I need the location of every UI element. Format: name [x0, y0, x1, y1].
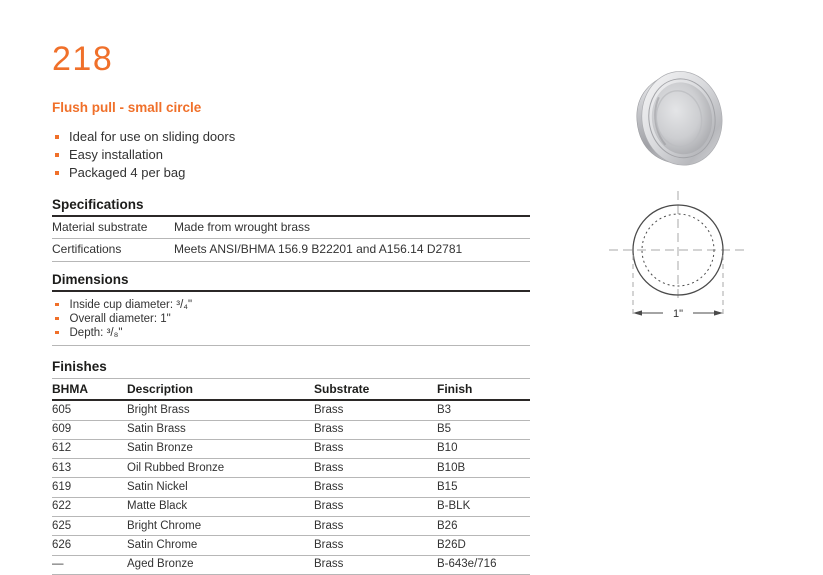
bullet-square-icon [55, 171, 59, 175]
cell-description: Satin Nickel [127, 478, 314, 497]
cell-substrate: Brass [314, 555, 437, 574]
cell-finish: B15 [437, 478, 530, 497]
cell-bhma: — [52, 555, 127, 574]
dimension-text: Depth: ³/₈" [69, 327, 123, 340]
cell-description: Satin Chrome [127, 536, 314, 555]
feature-item [52, 146, 530, 164]
cell-finish: B-643e/716 [437, 555, 530, 574]
table-row [52, 536, 530, 555]
cell-substrate: Brass [314, 439, 437, 458]
bullet-square-icon [55, 317, 59, 321]
dimension-item [52, 298, 530, 312]
table-row [52, 439, 530, 458]
feature-list [52, 128, 530, 182]
arrowhead-left-icon [633, 310, 642, 315]
dimension-item [52, 326, 530, 340]
cell-finish: B10 [437, 439, 530, 458]
dimension-item [52, 312, 530, 326]
dimensions-heading: Dimensions [52, 272, 530, 293]
cell-finish: B3 [437, 400, 530, 420]
feature-text: Packaged 4 per bag [69, 164, 186, 180]
cell-substrate: Brass [314, 536, 437, 555]
cell-bhma: 626 [52, 536, 127, 555]
table-row [52, 497, 530, 516]
cell-description: Aged Bronze [127, 555, 314, 574]
cell-description: Matte Black [127, 497, 314, 516]
product-photo [600, 49, 755, 189]
bullet-square-icon [55, 135, 59, 139]
spec-value: Made from wrought brass [174, 217, 530, 239]
finishes-table [52, 379, 530, 575]
specifications-table [52, 217, 530, 262]
cell-substrate: Brass [314, 459, 437, 478]
table-row [52, 217, 530, 239]
cell-description: Bright Chrome [127, 517, 314, 536]
finishes-heading: Finishes [52, 359, 530, 379]
feature-item [52, 164, 530, 182]
table-row [52, 555, 530, 574]
table-row [52, 420, 530, 439]
cell-bhma: 605 [52, 400, 127, 420]
product-name: Flush pull - small circle [52, 100, 202, 115]
cell-description: Satin Bronze [127, 439, 314, 458]
bullet-square-icon [55, 303, 59, 307]
spec-label: Material substrate [52, 217, 174, 239]
cell-description: Oil Rubbed Bronze [127, 459, 314, 478]
cell-finish: B26D [437, 536, 530, 555]
arrowhead-right-icon [714, 310, 723, 315]
cell-description: Bright Brass [127, 400, 314, 420]
cell-finish: B5 [437, 420, 530, 439]
cell-substrate: Brass [314, 400, 437, 420]
cell-bhma: 619 [52, 478, 127, 497]
product-number: 218 [52, 40, 114, 78]
cell-bhma: 622 [52, 497, 127, 516]
dimension-drawing [600, 183, 770, 333]
table-row [52, 459, 530, 478]
cell-substrate: Brass [314, 478, 437, 497]
dimension-label: 1" [672, 308, 684, 320]
specifications-heading: Specifications [52, 197, 530, 218]
dimension-text: Overall diameter: 1" [69, 313, 171, 326]
table-header-row [52, 379, 530, 400]
dimension-list [52, 298, 530, 346]
table-row [52, 478, 530, 497]
table-row [52, 400, 530, 420]
cell-bhma: 613 [52, 459, 127, 478]
feature-text: Ideal for use on sliding doors [69, 128, 236, 144]
cell-substrate: Brass [314, 517, 437, 536]
cell-finish: B-BLK [437, 497, 530, 516]
feature-text: Easy installation [69, 146, 163, 162]
bullet-square-icon [55, 331, 59, 335]
column-header-substrate: Substrate [314, 379, 437, 400]
column-header-description: Description [127, 379, 314, 400]
cell-substrate: Brass [314, 497, 437, 516]
cell-substrate: Brass [314, 420, 437, 439]
column-header-finish: Finish [437, 379, 530, 400]
spec-value: Meets ANSI/BHMA 156.9 B22201 and A156.14 D2781 [174, 239, 530, 261]
table-row [52, 239, 530, 261]
table-row [52, 517, 530, 536]
cell-bhma: 625 [52, 517, 127, 536]
spec-label: Certifications [52, 239, 174, 261]
column-header-bhma: BHMA [52, 379, 127, 400]
feature-item [52, 128, 530, 146]
dimension-text: Inside cup diameter: ³/₄" [69, 299, 193, 312]
cell-description: Satin Brass [127, 420, 314, 439]
spec-sheet [52, 42, 530, 575]
cell-finish: B10B [437, 459, 530, 478]
cell-bhma: 609 [52, 420, 127, 439]
cell-bhma: 612 [52, 439, 127, 458]
bullet-square-icon [55, 153, 59, 157]
cell-finish: B26 [437, 517, 530, 536]
